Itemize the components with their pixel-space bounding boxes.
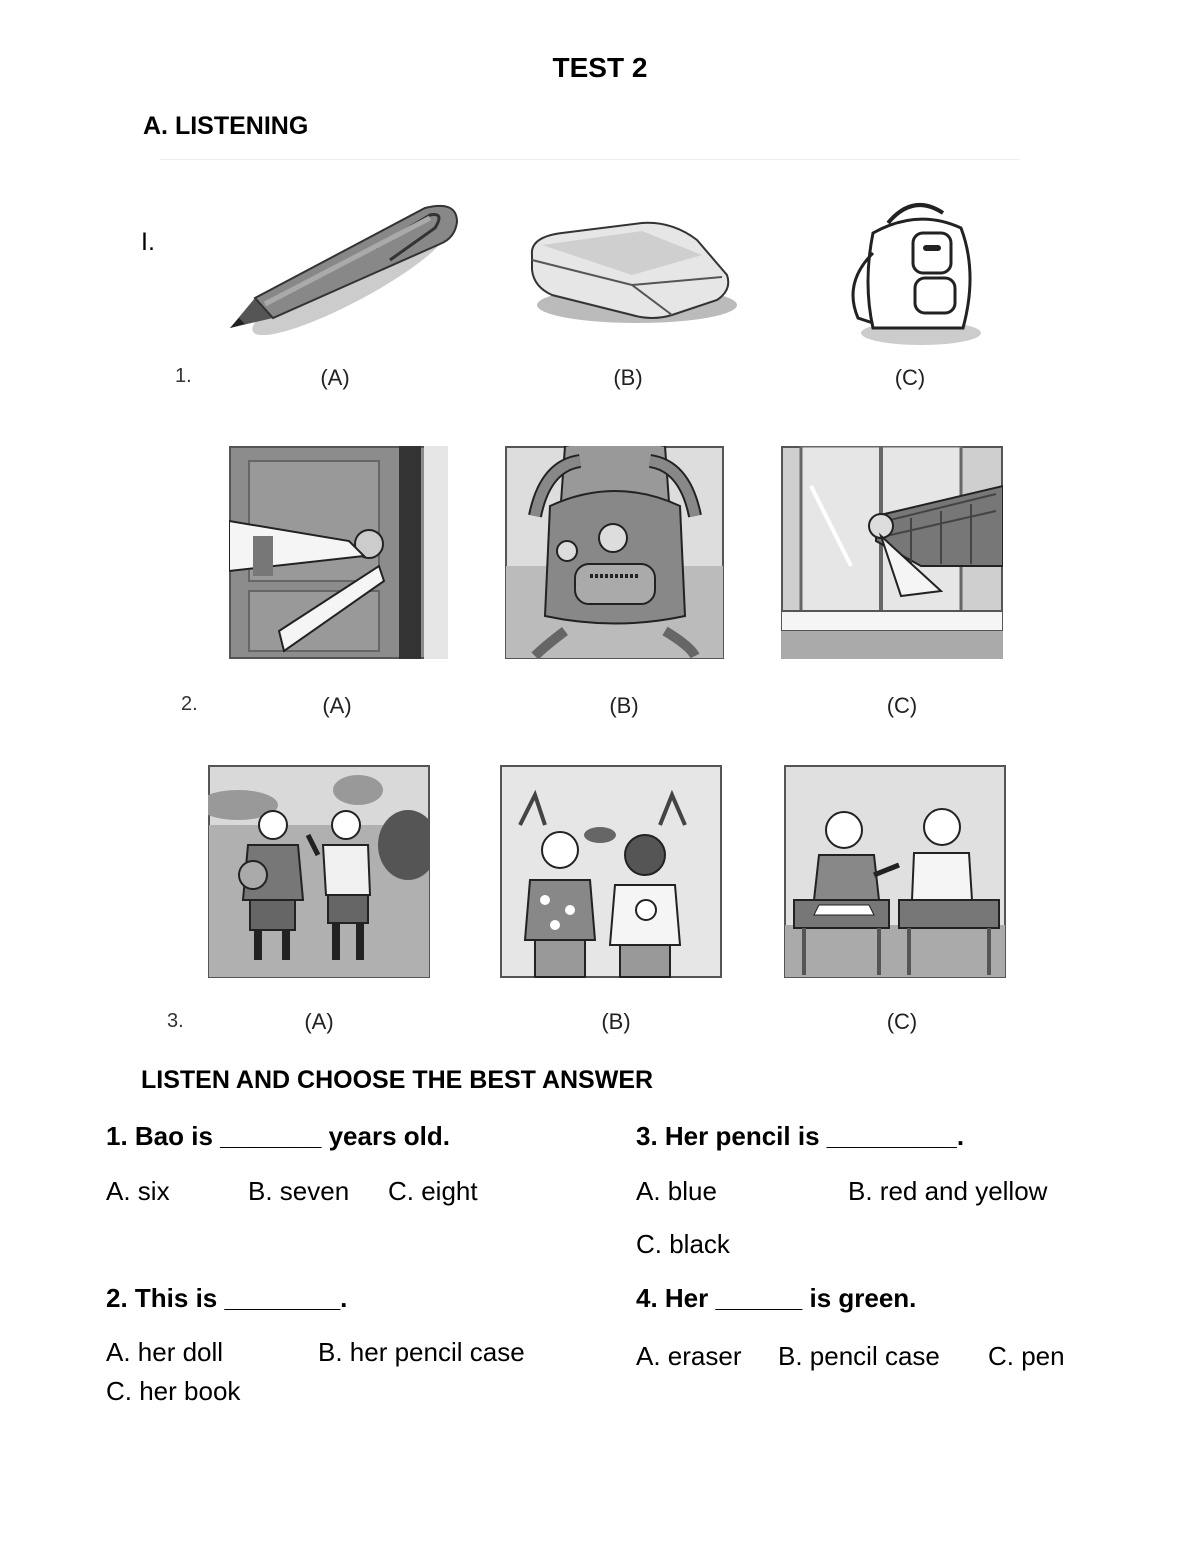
question-2: 2. This is ________.: [106, 1283, 348, 1313]
part-number: I.: [141, 228, 155, 256]
open-door-picture: [229, 446, 448, 659]
answer-option: B. her pencil case: [318, 1337, 525, 1367]
open-bag-picture: [505, 446, 724, 659]
divider: [160, 159, 1020, 160]
section-heading-listening: A. LISTENING: [143, 112, 309, 140]
question-4: 4. Her ______ is green.: [636, 1283, 917, 1313]
row-number: 2.: [181, 693, 198, 715]
schoolbag-picture: [843, 193, 988, 348]
listen-heading: LISTEN AND CHOOSE THE BEST ANSWER: [141, 1066, 654, 1094]
option-label: (B): [601, 1009, 631, 1034]
question-1: 1. Bao is _______ years old.: [106, 1121, 450, 1151]
answer-option: A. blue: [636, 1176, 717, 1206]
answer-option: A. her doll: [106, 1337, 224, 1367]
answer-option: B. pencil case: [778, 1341, 940, 1371]
answer-option: B. red and yellow: [848, 1176, 1048, 1206]
answer-option: B. seven: [248, 1176, 350, 1206]
close-window-picture: [781, 446, 1003, 659]
option-label: (B): [609, 693, 639, 718]
answer-option: C. eight: [388, 1176, 478, 1206]
pen-picture: [225, 200, 465, 340]
answer-option: C. her book: [106, 1376, 241, 1406]
option-label: (A): [322, 693, 352, 718]
two-boys-picture: [208, 765, 430, 978]
answer-option: A. six: [106, 1176, 170, 1206]
page-title: TEST 2: [552, 52, 648, 83]
option-label: (A): [304, 1009, 334, 1034]
answer-option: C. black: [636, 1229, 730, 1259]
option-label: (C): [886, 1009, 918, 1034]
row-number: 3.: [167, 1010, 184, 1032]
question-3: 3. Her pencil is _________.: [636, 1121, 965, 1151]
option-label: (B): [613, 365, 643, 390]
option-label: (C): [886, 693, 918, 718]
classroom-picture: [784, 765, 1006, 978]
eraser-picture: [522, 215, 737, 330]
two-girls-picture: [500, 765, 722, 978]
answer-option: C. pen: [988, 1341, 1065, 1371]
option-label: (C): [894, 365, 926, 390]
answer-option: A. eraser: [636, 1341, 742, 1371]
option-label: (A): [320, 365, 350, 390]
row-number: 1.: [175, 365, 192, 387]
